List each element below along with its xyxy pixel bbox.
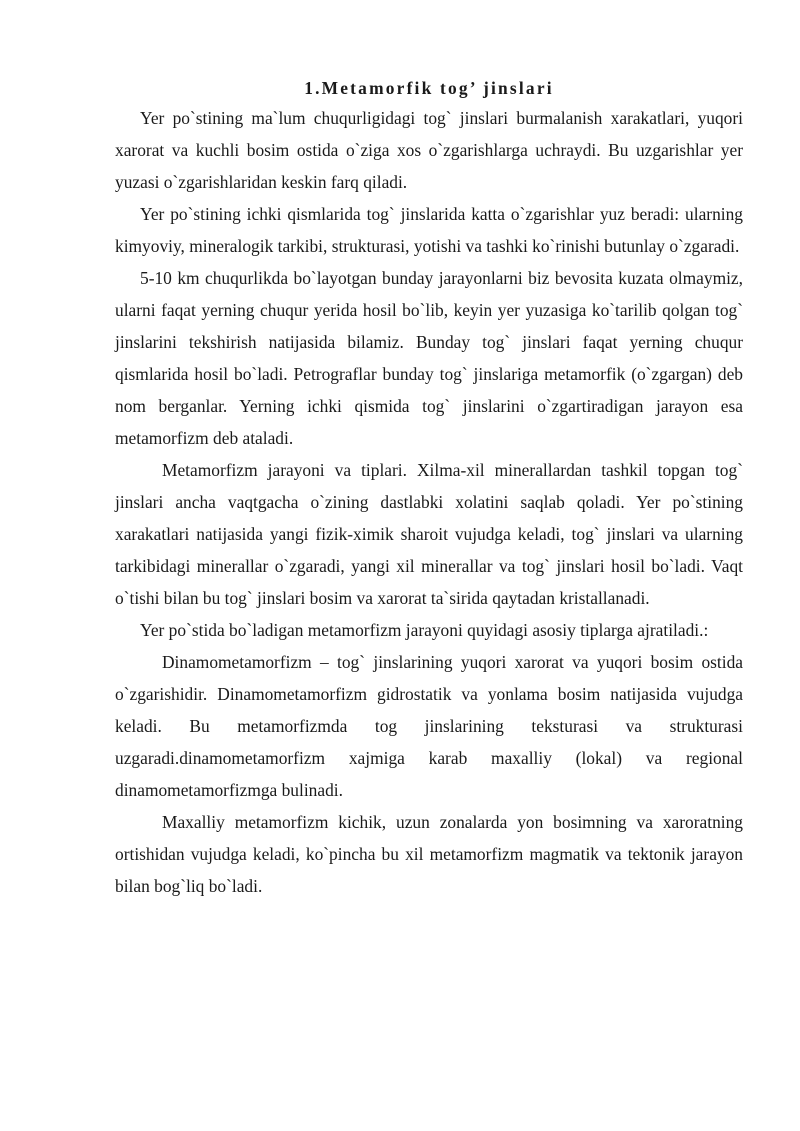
paragraph-4: Metamorfizm jarayoni va tiplari. Xilma-xil minerallardan tashkil topgan tog` jinslari ancha vaqtgacha o`zining dastlabki xolatini saqlab qoladi. Yer po`stining xarakatlari natijasida yangi fizik-ximik sharoit vujudga keladi, tog` jinslari va ularning tarkibidagi minerallar o`zgaradi, yangi xil minerallar va tog` jinslari hosil bo`ladi. Vaqt o`tishi bilan bu tog` jinslari bosim va xarorat ta`sirida qaytadan kristallanadi. [115, 460, 743, 608]
paragraph-3: 5-10 km chuqurlikda bo`layotgan bunday jarayonlarni biz bevosita kuzata olmaymiz, ularni faqat yerning chuqur yerida hosil bo`lib, keyin yer yuzasiga ko`tarilib qolgan tog` jinslarini tekshirish natijasida bilamiz. Bunday tog` jinslari faqat yerning chuqur qismlarida hosil bo`ladi. Petrograflar bunday tog` jinslariga metamorfik (o`zgargan) deb nom berganlar. Yerning ichki qismida tog` jinslarini o`zgartiradigan jarayon esa metamorfizm deb ataladi. [115, 268, 743, 448]
paragraph-2: Yer po`stining ichki qismlarida tog` jinslarida katta o`zgarishlar yuz beradi: ularning kimyoviy, mineralogik tarkibi, strukturasi, yotishi va tashki ko`rinishi butunlay o`zgaradi. [115, 204, 743, 256]
paragraph-1: Yer po`stining ma`lum chuqurligidagi tog` jinslari burmalanish xarakatlari, yuqori xarorat va kuchli bosim ostida o`ziga xos o`zgarishlarga uchraydi. Bu uzgarishlar yer yuzasi o`zgarishlaridan keskin farq qiladi. [115, 108, 743, 192]
paragraph-6: Dinamometamorfizm – tog` jinslarining yuqori xarorat va yuqori bosim ostida o`zgarishidir. Dinamometamorfizm gidrostatik va yonlama bosim natijasida vujudga keladi. Bu metamorfizmda tog jinslarining teksturasi va strukturasi uzgaradi.dinamometamorfizm xajmiga karab maxalliy (lokal) va regional dinamometamorfizmga bulinadi. [115, 652, 743, 800]
document-title: 1.Metamorfik tog’ jinslari [304, 78, 554, 98]
document-body [115, 74, 743, 902]
paragraph-5: Yer po`stida bo`ladigan metamorfizm jarayoni quyidagi asosiy tiplarga ajratiladi.: [140, 620, 709, 640]
paragraph-7: Maxalliy metamorfizm kichik, uzun zonalarda yon bosimning va xaroratning ortishidan vujudga keladi, ko`pincha bu xil metamorfizm magmatik va tektonik jarayon bilan bog`liq bo`ladi. [115, 812, 743, 896]
